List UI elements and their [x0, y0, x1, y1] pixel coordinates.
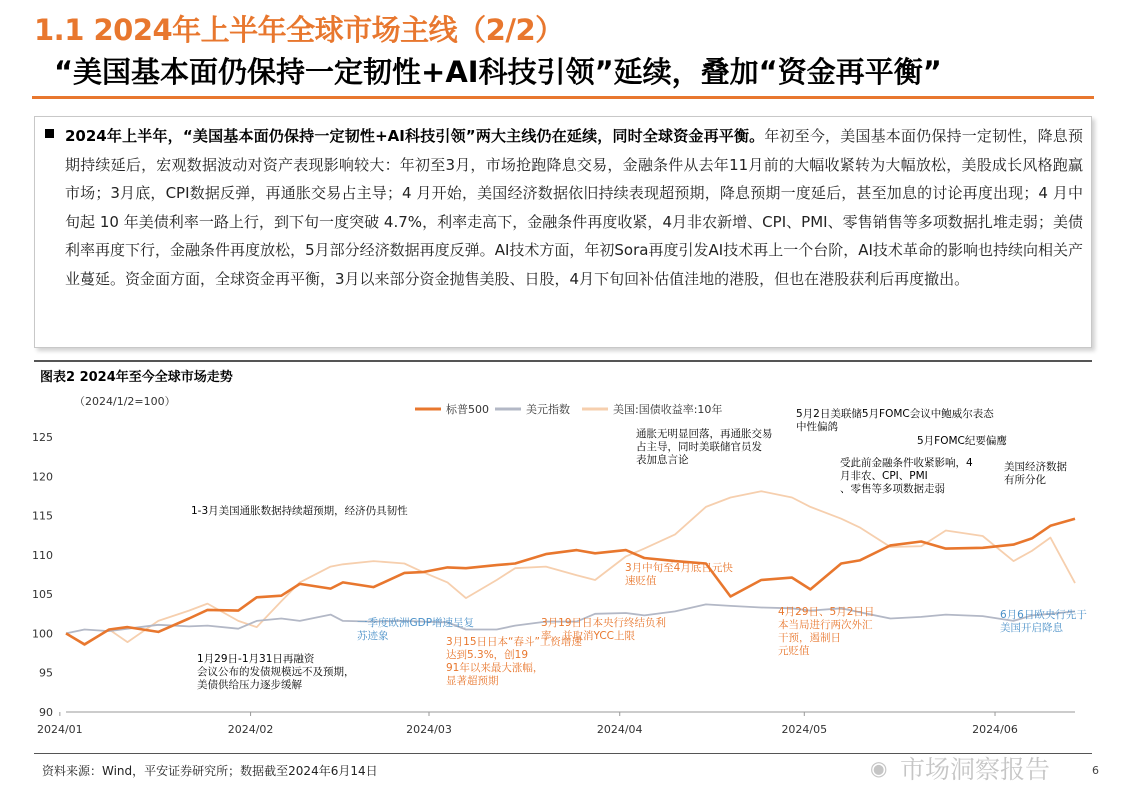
- y-tick-label: 115: [32, 509, 53, 523]
- legend-label: 美元指数: [526, 403, 570, 416]
- chart-annotation: 3月19日日本央行终结负利率，并取消YCC上限: [541, 617, 667, 642]
- chart-annotation: 3月中旬至4月底日元快速贬值: [625, 562, 733, 587]
- chart-annotation: 6月6日欧央行先于美国开启降息: [1000, 609, 1087, 634]
- summary-lead: 2024年上半年，“美国基本面仍保持一定韧性+AI科技引领”两大主线仍在延续，同时全球资金再平衡。: [65, 127, 765, 145]
- summary-body: 年初至今，美国基本面仍保持一定韧性，降息预期持续延后，宏观数据波动对资产表现影响较大：年初至3月，市场抢跑降息交易，金融条件从去年11月前的大幅收紧转为大幅放松，美股成长风格跑赢市场；3月底，CPI数据反弹，再通胀交易占主导；4 月开始，美国经济数据依旧持续表现超预期，降息预期一度延后，甚至加息的讨论再度出现；4 月中旬起 10 年美债利率一路上行，到下旬一度突破 4.7%，利率走高下，金融条件再度收紧，4月非农新增、CPI、PMI、零售销售等多项数据扎堆走弱；美债利率再度下行，金融条件再度放松，5月部分经济数据再度反弹。AI技术方面，年初Sora再度引发AI技术再上一个台阶，AI技术革命的影响也持续向相关产业蔓延。资金面方面，全球资金再平衡，3月以来部分资金抛售美股、日股，4月下旬回补估值洼地的港股，但也在港股获利后再度撤出。: [65, 127, 1083, 288]
- y-tick-label: 125: [32, 431, 53, 444]
- y-tick-label: 95: [39, 666, 53, 680]
- watermark: 市场洞察报告: [900, 755, 1051, 784]
- chart-annotation: 美国经济数据有所分化: [1004, 461, 1067, 486]
- x-tick-label: 2024/04: [596, 723, 643, 736]
- chart-annotation: 5月2日美联储5月FOMC会议中鲍威尔表态中性偏鸽: [796, 408, 994, 433]
- legend-label: 标普500: [446, 403, 489, 416]
- chart-annotation: 受此前金融条件收紧影响，4 月非农、CPI、PMI 、零售等多项数据走弱: [840, 457, 973, 495]
- y-tick-label: 100: [32, 627, 53, 641]
- x-tick-label: 2024/06: [972, 723, 1018, 736]
- x-tick-label: 2024/02: [227, 723, 274, 736]
- y-tick-label: 90: [39, 706, 53, 719]
- chart-annotation: 1-3月美国通胀数据持续超预期，经济仍具韧性: [191, 505, 408, 517]
- chart-annotation: 一季度欧洲GDP增速呈复苏迹象: [357, 617, 475, 642]
- chart-annotation: 3月15日日本“春斗”工资增速达到5.3%，创19 91年以来最大涨幅，显著超预期: [446, 636, 582, 687]
- source-note: 资料来源：Wind，平安证券研究所；数据截至2024年6月14日: [42, 764, 378, 778]
- page-number: 6: [1092, 764, 1099, 777]
- figure-title: 图表2 2024年至今全球市场走势: [40, 370, 233, 385]
- weibo-icon: ◉: [870, 756, 888, 780]
- legend-label: 美国:国债收益率:10年: [613, 403, 723, 416]
- y-tick-label: 105: [32, 588, 53, 602]
- chart-annotation: 5月FOMC纪要偏鹰: [917, 435, 1007, 447]
- x-tick-label: 2024/05: [781, 723, 828, 736]
- chart-annotation: 通胀无明显回落，再通胀交易占主导，同时美联储官员发表加息言论: [636, 428, 773, 466]
- page-title: 1.1 2024年上半年全球市场主线（2/2）: [34, 13, 564, 47]
- chart-annotation: 4月29日、5月2日日本当局进行两次外汇干预，遏制日元贬值: [778, 606, 875, 657]
- x-tick-label: 2024/01: [36, 723, 83, 736]
- y-tick-label: 120: [32, 470, 53, 484]
- y-tick-label: 110: [32, 548, 53, 562]
- chart-annotation: 1月29日-1月31日再融资会议公布的发债规模远不及预期，美债供给压力逐步缓解: [197, 653, 355, 691]
- page-subtitle: “美国基本面仍保持一定韧性+AI科技引领”延续，叠加“资金再平衡”: [54, 55, 942, 89]
- x-tick-label: 2024/03: [406, 723, 452, 736]
- unit-note: （2024/1/2=100）: [74, 395, 176, 408]
